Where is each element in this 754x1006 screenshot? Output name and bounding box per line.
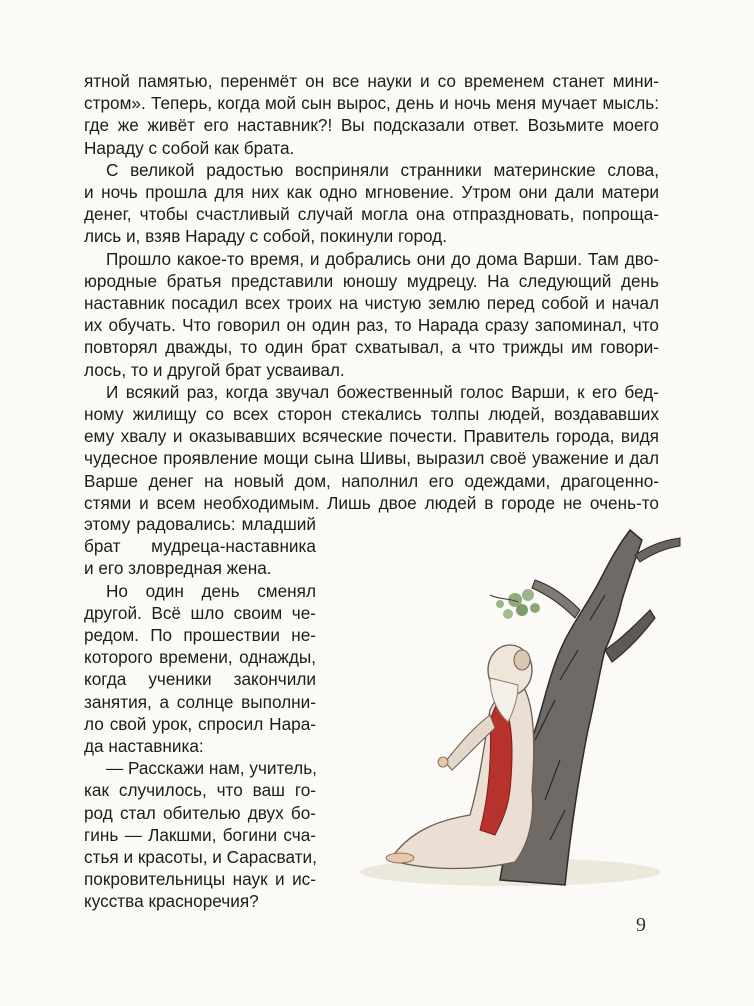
text-line: стями и всем необходимым. Лишь двое людей в городе не очень-то: [84, 492, 659, 513]
text-line: брат мудреца-наставника: [84, 536, 316, 557]
text-line: ло свой урок, спросил Нара-: [84, 713, 316, 734]
text-line: и ночь прошла для них как одно мгновение. Утром они дали матери: [84, 182, 659, 203]
paragraph-7: [84, 757, 316, 912]
paragraph-5: [84, 513, 316, 580]
text-line: С великой радостью восприняли странники материнские слова,: [106, 159, 659, 180]
text-line: другой. Всё шло своим че-: [84, 602, 316, 623]
text-line: ему хвалу и оказывавших всяческие почести. Правитель города, видя: [84, 426, 659, 447]
text-line: как случилось, что ваш го-: [84, 780, 316, 801]
text-line: наставник посадил всех троих на чистую землю перед собой и начал: [84, 293, 659, 314]
text-line: Варше денег на новый дом, наполнил его одеждами, драгоценно-: [84, 470, 659, 491]
text-line: и его зловредная жена.: [84, 558, 272, 579]
text-line: занятия, а солнце выполни-: [84, 691, 316, 712]
text-line: гинь — Лакшми, богини сча-: [84, 824, 316, 845]
paragraph-6: [84, 580, 316, 758]
foliage-cluster: [496, 589, 540, 619]
paragraph-4: [84, 381, 659, 514]
text-line: стья и красоты, и Сарасвати,: [84, 847, 317, 868]
paragraph-1: [84, 70, 659, 159]
text-line: их обучать. Что говорил он один раз, то Нарада сразу запоминал, что: [84, 315, 659, 336]
text-line: И всякий раз, когда звучал божественный голос Варши, к его бед-: [106, 381, 659, 402]
text-line: денег, чтобы счастливый случай могла она отпраздновать, попроща-: [84, 204, 659, 225]
text-line: где же живёт его наставник?! Вы подсказали ответ. Возьмите моего: [84, 115, 659, 136]
text-line: чудесное проявление мощи сына Шивы, выразил своё уважение и дал: [84, 448, 659, 469]
side-text-block: [84, 513, 316, 913]
text-line: лось, то и другой брат усваивал.: [84, 359, 345, 380]
sage-under-tree-illustration: [350, 500, 720, 900]
text-line: Прошло какое-то время, и добрались они до дома Варши. Там дво-: [106, 248, 659, 269]
text-line: которого времени, однажды,: [84, 647, 316, 668]
text-line: покровительницы наук и ис-: [84, 869, 316, 890]
text-line: кусства красноречия?: [84, 891, 259, 912]
text-line: этому радовались: младший: [84, 514, 316, 534]
text-line: род стал обителью двух бо-: [84, 802, 316, 823]
paragraph-3: [84, 248, 659, 381]
text-line: повторял дважды, то один брат схватывал, а что трижды им говори-: [84, 337, 659, 358]
paragraph-2: [84, 159, 659, 248]
text-line: стром». Теперь, когда мой сын вырос, день и ночь меня мучает мысль:: [84, 93, 659, 114]
text-line: когда ученики закончили: [84, 669, 316, 690]
text-line: лись и, взяв Нараду с собой, покинули город.: [84, 226, 447, 247]
main-text-block: [84, 70, 659, 514]
text-line: ному жилищу со всех сторон стекались толпы людей, воздававших: [84, 404, 659, 425]
text-line: редом. По прошествии не-: [84, 625, 316, 646]
text-line: Нараду с собой как брата.: [84, 137, 295, 158]
text-line: да наставника:: [84, 736, 204, 757]
page-number: 9: [636, 914, 646, 936]
text-line: — Расскажи нам, учитель,: [106, 758, 317, 779]
sage-figure: [386, 645, 534, 869]
text-line: юродные братья представили юношу мудрецу. На следующий день: [84, 270, 659, 291]
text-line: Но один день сменял: [106, 580, 316, 601]
text-line: ятной памятью, перенмёт он все науки и со временем станет мини-: [84, 71, 659, 91]
